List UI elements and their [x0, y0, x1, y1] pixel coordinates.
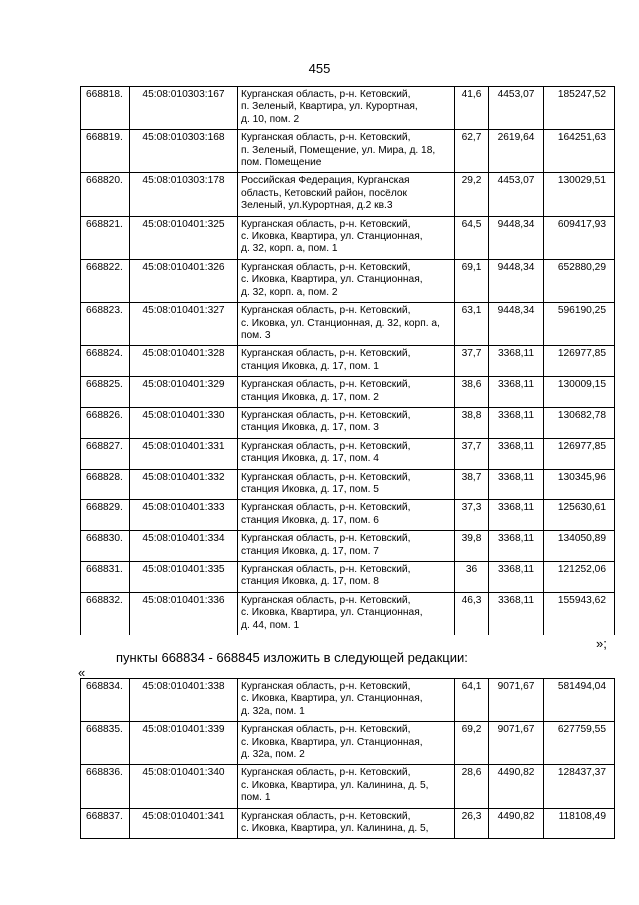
rate-cell: 3368,11	[489, 377, 544, 408]
address-line: с. Иковка, Квартира, ул. Станционная,	[241, 231, 423, 243]
row-number-cell: 668821.	[81, 216, 130, 259]
area-cell: 69,2	[455, 722, 489, 765]
rate-cell: 3368,11	[489, 469, 544, 500]
cadastral-number-cell: 45:08:010401:332	[130, 469, 238, 500]
address-cell	[238, 562, 455, 593]
row-number-cell: 668828.	[81, 469, 130, 500]
address-line: пом. 3	[241, 329, 271, 341]
cadastral-number-cell: 45:08:010401:327	[130, 303, 238, 346]
address-line: с. Иковка, Квартира, ул. Калинина, д. 5,	[241, 823, 429, 835]
cadastral-value-cell: 130682,78	[544, 407, 615, 438]
cadastral-value-cell: 609417,93	[544, 216, 615, 259]
cadastral-value-cell: 185247,52	[544, 87, 615, 130]
address-line: станция Иковка, д. 17, пом. 1	[241, 360, 379, 372]
cadastral-value-cell: 130029,51	[544, 173, 615, 216]
rate-cell: 3368,11	[489, 500, 544, 531]
address-line: Российская Федерация, Курганская	[241, 175, 410, 187]
address-line: с. Иковка, Квартира, ул. Калинина, д. 5,	[241, 779, 429, 791]
closing-quote: »;	[596, 636, 607, 651]
row-number-cell: 668822.	[81, 259, 130, 302]
cadastral-number-cell: 45:08:010401:335	[130, 562, 238, 593]
address-line: станция Иковка, д. 17, пом. 6	[241, 514, 379, 526]
address-line: д. 10, пом. 2	[241, 113, 300, 125]
address-cell	[238, 259, 455, 302]
address-line: станция Иковка, д. 17, пом. 4	[241, 453, 379, 465]
address-line: д. 32а, пом. 1	[241, 705, 305, 717]
address-cell	[238, 216, 455, 259]
address-line: Курганская область, р-н. Кетовский,	[241, 348, 411, 360]
address-cell	[238, 438, 455, 469]
cadastral-number-cell: 45:08:010401:325	[130, 216, 238, 259]
address-line: станция Иковка, д. 17, пом. 2	[241, 391, 379, 403]
address-line: д. 32, корп. а, пом. 2	[241, 286, 338, 298]
table-row	[81, 592, 615, 635]
registry-table-2	[80, 678, 615, 839]
address-cell	[238, 500, 455, 531]
cadastral-value-cell: 652880,29	[544, 259, 615, 302]
address-line: станция Иковка, д. 17, пом. 8	[241, 576, 379, 588]
rate-cell: 2619,64	[489, 130, 544, 173]
row-number-cell: 668819.	[81, 130, 130, 173]
address-line: Курганская область, р-н. Кетовский,	[241, 132, 411, 144]
row-number-cell: 668834.	[81, 679, 130, 722]
cadastral-number-cell: 45:08:010401:329	[130, 377, 238, 408]
table-row	[81, 679, 615, 722]
table-row	[81, 722, 615, 765]
cadastral-number-cell: 45:08:010401:340	[130, 765, 238, 808]
table-row	[81, 377, 615, 408]
rate-cell: 4490,82	[489, 765, 544, 808]
address-cell	[238, 407, 455, 438]
rate-cell: 3368,11	[489, 592, 544, 635]
address-line: д. 44, пом. 1	[241, 619, 300, 631]
address-line: Курганская область, р-н. Кетовский,	[241, 681, 411, 692]
address-line: с. Иковка, Квартира, ул. Станционная,	[241, 274, 423, 286]
rate-cell: 4453,07	[489, 173, 544, 216]
row-number-cell: 668826.	[81, 407, 130, 438]
cadastral-value-cell: 126977,85	[544, 346, 615, 377]
row-number-cell: 668820.	[81, 173, 130, 216]
row-number-cell: 668818.	[81, 87, 130, 130]
area-cell: 29,2	[455, 173, 489, 216]
table-row	[81, 130, 615, 173]
address-line: Курганская область, р-н. Кетовский,	[241, 502, 411, 514]
address-cell	[238, 346, 455, 377]
cadastral-number-cell: 45:08:010401:331	[130, 438, 238, 469]
rate-cell: 3368,11	[489, 562, 544, 593]
address-cell	[238, 765, 455, 808]
area-cell: 46,3	[455, 592, 489, 635]
area-cell: 39,8	[455, 531, 489, 562]
address-line: Курганская область, р-н. Кетовский,	[241, 564, 411, 575]
row-number-cell: 668837.	[81, 808, 130, 839]
cadastral-value-cell: 128437,37	[544, 765, 615, 808]
address-cell	[238, 722, 455, 765]
table-row	[81, 259, 615, 302]
cadastral-number-cell: 45:08:010401:341	[130, 808, 238, 839]
row-number-cell: 668825.	[81, 377, 130, 408]
rate-cell: 3368,11	[489, 438, 544, 469]
address-cell	[238, 87, 455, 130]
address-line: пом. Помещение	[241, 157, 322, 169]
address-cell	[238, 130, 455, 173]
address-line: Курганская область, р-н. Кетовский,	[241, 89, 411, 100]
table-row	[81, 469, 615, 500]
address-cell	[238, 808, 455, 839]
address-cell	[238, 377, 455, 408]
address-line: с. Иковка, Квартира, ул. Станционная,	[241, 607, 423, 619]
cadastral-value-cell: 581494,04	[544, 679, 615, 722]
rate-cell: 9448,34	[489, 259, 544, 302]
cadastral-number-cell: 45:08:010303:178	[130, 173, 238, 216]
address-line: Курганская область, р-н. Кетовский,	[241, 471, 411, 483]
registry-table-2-body	[81, 679, 615, 839]
address-line: область, Кетовский район, посёлок	[241, 187, 408, 199]
area-cell: 38,7	[455, 469, 489, 500]
area-cell: 28,6	[455, 765, 489, 808]
address-line: станция Иковка, д. 17, пом. 7	[241, 545, 379, 557]
cadastral-value-cell: 125630,61	[544, 500, 615, 531]
table-row	[81, 346, 615, 377]
area-cell: 37,7	[455, 438, 489, 469]
cadastral-value-cell: 155943,62	[544, 592, 615, 635]
row-number-cell: 668831.	[81, 562, 130, 593]
area-cell: 41,6	[455, 87, 489, 130]
row-number-cell: 668832.	[81, 592, 130, 635]
amendment-instruction: пункты 668834 - 668845 изложить в следующей редакции:	[116, 650, 468, 665]
cadastral-number-cell: 45:08:010401:328	[130, 346, 238, 377]
address-line: Курганская область, р-н. Кетовский,	[241, 724, 411, 736]
cadastral-number-cell: 45:08:010401:333	[130, 500, 238, 531]
cadastral-number-cell: 45:08:010401:336	[130, 592, 238, 635]
address-line: Курганская область, р-н. Кетовский,	[241, 305, 411, 317]
table-row	[81, 531, 615, 562]
address-line: Курганская область, р-н. Кетовский,	[241, 440, 411, 452]
row-number-cell: 668824.	[81, 346, 130, 377]
address-line: д. 32, корп. а, пом. 1	[241, 243, 338, 255]
address-line: Курганская область, р-н. Кетовский,	[241, 594, 411, 606]
table-row	[81, 173, 615, 216]
table-row	[81, 765, 615, 808]
table-row	[81, 438, 615, 469]
address-cell	[238, 303, 455, 346]
address-line: д. 32а, пом. 2	[241, 749, 305, 761]
rate-cell: 4490,82	[489, 808, 544, 839]
row-number-cell: 668835.	[81, 722, 130, 765]
area-cell: 69,1	[455, 259, 489, 302]
row-number-cell: 668823.	[81, 303, 130, 346]
rate-cell: 9071,67	[489, 722, 544, 765]
registry-table-1	[80, 86, 615, 635]
opening-quote: «	[78, 665, 86, 680]
rate-cell: 9448,34	[489, 303, 544, 346]
address-cell	[238, 679, 455, 722]
cadastral-number-cell: 45:08:010401:339	[130, 722, 238, 765]
cadastral-value-cell: 134050,89	[544, 531, 615, 562]
address-line: станция Иковка, д. 17, пом. 5	[241, 483, 379, 495]
cadastral-number-cell: 45:08:010401:334	[130, 531, 238, 562]
address-line: с. Иковка, Квартира, ул. Станционная,	[241, 693, 423, 705]
cadastral-value-cell: 164251,63	[544, 130, 615, 173]
address-line: п. Зеленый, Квартира, ул. Курортная,	[241, 101, 418, 113]
address-cell	[238, 531, 455, 562]
table-row	[81, 216, 615, 259]
address-line: п. Зеленый, Помещение, ул. Мира, д. 18,	[241, 144, 436, 156]
address-cell	[238, 173, 455, 216]
address-line: пом. 1	[241, 792, 271, 804]
area-cell: 37,3	[455, 500, 489, 531]
address-line: Курганская область, р-н. Кетовский,	[241, 379, 411, 391]
cadastral-value-cell: 596190,25	[544, 303, 615, 346]
address-cell	[238, 469, 455, 500]
cadastral-value-cell: 627759,55	[544, 722, 615, 765]
address-line: станция Иковка, д. 17, пом. 3	[241, 422, 379, 434]
row-number-cell: 668830.	[81, 531, 130, 562]
table-row	[81, 500, 615, 531]
rate-cell: 4453,07	[489, 87, 544, 130]
row-number-cell: 668829.	[81, 500, 130, 531]
area-cell: 26,3	[455, 808, 489, 839]
rate-cell: 3368,11	[489, 346, 544, 377]
area-cell: 62,7	[455, 130, 489, 173]
address-line: Курганская область, р-н. Кетовский,	[241, 218, 411, 230]
area-cell: 38,8	[455, 407, 489, 438]
address-line: Курганская область, р-н. Кетовский,	[241, 533, 411, 545]
rate-cell: 9448,34	[489, 216, 544, 259]
address-line: с. Иковка, ул. Станционная, д. 32, корп. а,	[241, 317, 440, 329]
cadastral-number-cell: 45:08:010401:338	[130, 679, 238, 722]
registry-table-1-body	[81, 87, 615, 636]
row-number-cell: 668827.	[81, 438, 130, 469]
table-row	[81, 562, 615, 593]
area-cell: 36	[455, 562, 489, 593]
area-cell: 63,1	[455, 303, 489, 346]
table-row	[81, 808, 615, 839]
address-line: Курганская область, р-н. Кетовский,	[241, 261, 411, 273]
area-cell: 64,5	[455, 216, 489, 259]
area-cell: 37,7	[455, 346, 489, 377]
address-line: Курганская область, р-н. Кетовский,	[241, 767, 411, 779]
table-row	[81, 407, 615, 438]
rate-cell: 9071,67	[489, 679, 544, 722]
address-cell	[238, 592, 455, 635]
address-line: с. Иковка, Квартира, ул. Станционная,	[241, 736, 423, 748]
cadastral-value-cell: 121252,06	[544, 562, 615, 593]
address-line: Курганская область, р-н. Кетовский,	[241, 810, 411, 822]
table-row	[81, 87, 615, 130]
cadastral-number-cell: 45:08:010401:326	[130, 259, 238, 302]
cadastral-number-cell: 45:08:010401:330	[130, 407, 238, 438]
area-cell: 64,1	[455, 679, 489, 722]
rate-cell: 3368,11	[489, 407, 544, 438]
rate-cell: 3368,11	[489, 531, 544, 562]
address-line: Курганская область, р-н. Кетовский,	[241, 409, 411, 421]
cadastral-value-cell: 126977,85	[544, 438, 615, 469]
cadastral-value-cell: 130009,15	[544, 377, 615, 408]
table-row	[81, 303, 615, 346]
address-line: Зеленый, ул.Курортная, д.2 кв.3	[241, 200, 393, 212]
cadastral-number-cell: 45:08:010303:168	[130, 130, 238, 173]
row-number-cell: 668836.	[81, 765, 130, 808]
area-cell: 38,6	[455, 377, 489, 408]
cadastral-value-cell: 118108,49	[544, 808, 615, 839]
cadastral-number-cell: 45:08:010303:167	[130, 87, 238, 130]
page-number: 455	[308, 61, 331, 76]
cadastral-value-cell: 130345,96	[544, 469, 615, 500]
